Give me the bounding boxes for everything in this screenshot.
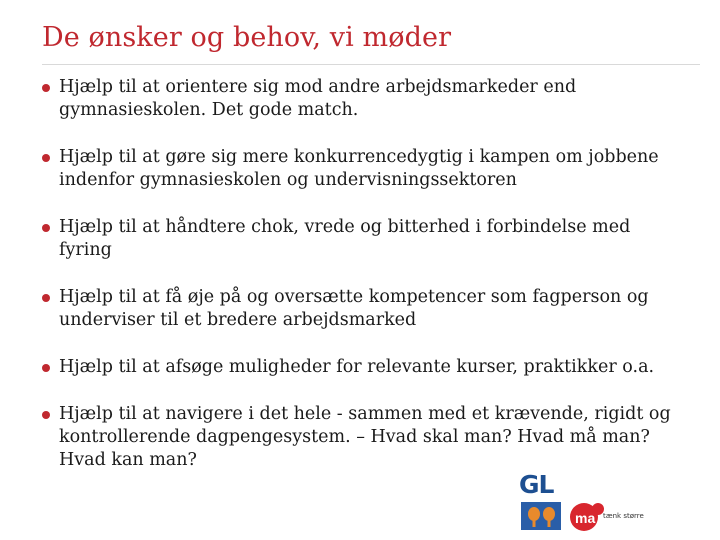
gl-logo bbox=[519, 472, 565, 532]
bullet-item bbox=[42, 356, 682, 379]
bullet-text: Hjælp til at få øje på og oversætte kompetencer som fagperson og underviser til et bredere arbejdsmarked bbox=[59, 287, 649, 330]
bullet-dot-icon bbox=[42, 411, 50, 419]
ma-logo bbox=[568, 500, 608, 532]
gl-logo-text: GL bbox=[519, 470, 554, 499]
slide-title: De ønsker og behov, vi møder bbox=[42, 22, 452, 53]
gl-emblem-icon bbox=[521, 502, 561, 530]
bullet-item bbox=[42, 286, 682, 332]
bullet-text: Hjælp til at orientere sig mod andre arbejdsmarkeder end gymnasieskolen. Det gode match. bbox=[59, 77, 577, 120]
bullet-dot-icon bbox=[42, 294, 50, 302]
bullet-dot-icon bbox=[42, 154, 50, 162]
bullet-text: Hjælp til at gøre sig mere konkurrencedygtig i kampen om jobbene indenfor gymnasieskolen og undervisningssektoren bbox=[59, 147, 659, 190]
bullet-item bbox=[42, 216, 682, 262]
bullet-text: Hjælp til at navigere i det hele - sammen med et krævende, rigidt og kontrollerende dagpengesystem. – Hvad skal man? Hvad må man? Hvad kan man? bbox=[59, 404, 671, 470]
bullet-list bbox=[42, 76, 682, 499]
bullet-text: Hjælp til at håndtere chok, vrede og bitterhed i forbindelse med fyring bbox=[59, 217, 631, 260]
bullet-dot-icon bbox=[42, 84, 50, 92]
title-divider bbox=[42, 64, 700, 65]
ma-logo-text: ma bbox=[575, 510, 596, 526]
bullet-item bbox=[42, 403, 682, 472]
bullet-item bbox=[42, 76, 682, 122]
bullet-item bbox=[42, 146, 682, 192]
bullet-dot-icon bbox=[42, 224, 50, 232]
bullet-text: Hjælp til at afsøge muligheder for relevante kurser, praktikker o.a. bbox=[59, 357, 655, 377]
bullet-dot-icon bbox=[42, 364, 50, 372]
ma-tagline: tænk større bbox=[603, 512, 644, 520]
